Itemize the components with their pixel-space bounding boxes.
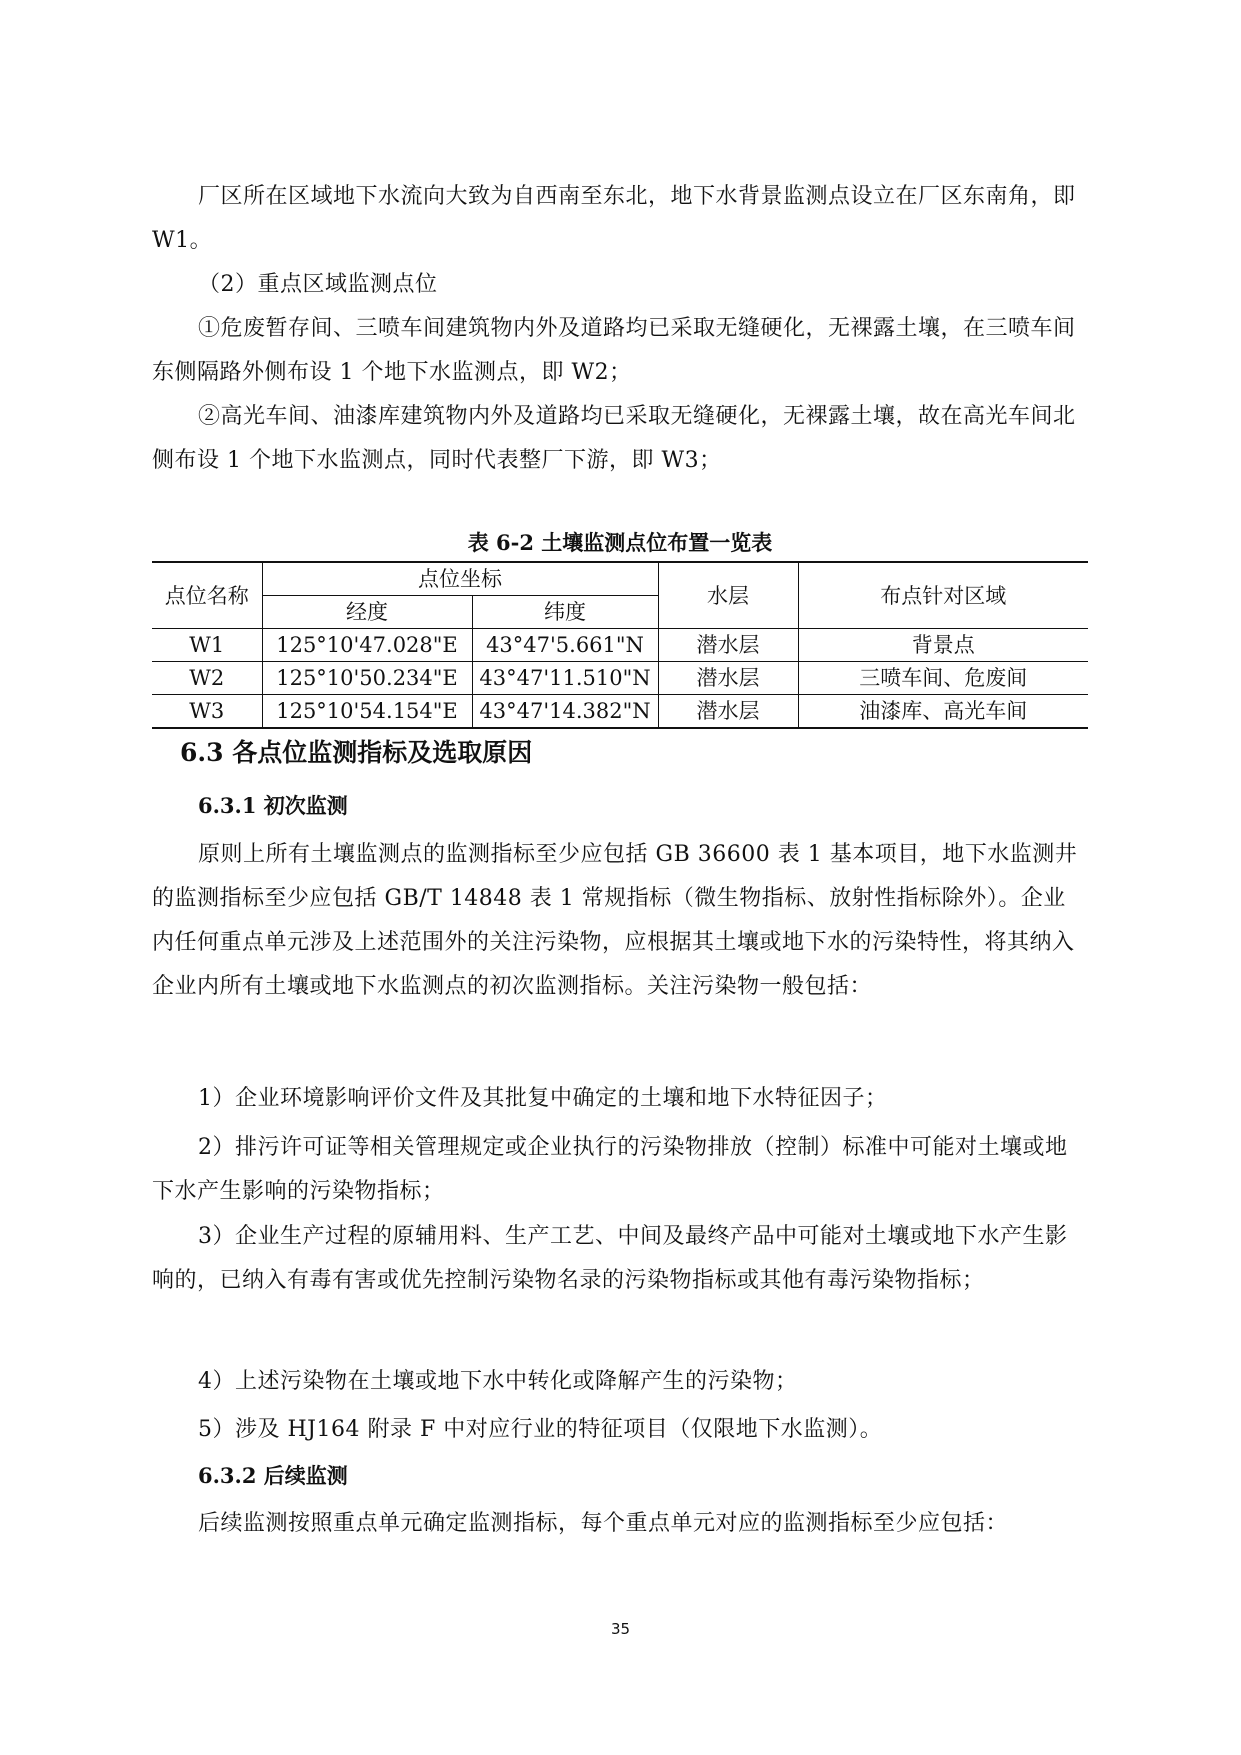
header-water-layer: 水层: [658, 562, 798, 629]
header-target-area: 布点针对区域: [798, 562, 1088, 629]
page-number: 35: [610, 1620, 631, 1638]
cell-latitude: 43°47'11.510"N: [472, 662, 658, 695]
cell-longitude: 125°10'50.234"E: [262, 662, 472, 695]
table-row: [152, 629, 1088, 662]
cell-point-name: W2: [152, 662, 262, 695]
subsection-heading-6-3-1: 6.3.1 初次监测: [198, 793, 348, 818]
header-point-name: 点位名称: [152, 562, 262, 629]
list-item: 1）企业环境影响评价文件及其批复中确定的土壤和地下水特征因子；: [198, 1086, 888, 1111]
list-item: 5）涉及 HJ164 附录 F 中对应行业的特征项目（仅限地下水监测）。: [198, 1417, 883, 1442]
list-item: 2）排污许可证等相关管理规定或企业执行的污染物排放（控制）标准中可能对土壤或地下水产生影响的污染物指标；: [152, 1135, 1068, 1204]
cell-target-area: 背景点: [798, 629, 1088, 662]
list-item: 3）企业生产过程的原辅用料、生产工艺、中间及最终产品中可能对土壤或地下水产生影响的，已纳入有毒有害或优先控制污染物名录的污染物指标或其他有毒污染物指标；: [152, 1224, 1068, 1293]
cell-point-name: W1: [152, 629, 262, 662]
cell-point-name: W3: [152, 695, 262, 729]
paragraph-initial-monitoring: 原则上所有土壤监测点的监测指标至少应包括 GB 36600 表 1 基本项目，地下水监测井的监测指标至少应包括 GB/T 14848 表 1 常规指标（微生物指标、放射性指标除外）。企业内任何重点单元涉及上述范围外的关注污染物，应根据其土壤或地下水的污染特性，将其纳入企业内所有土壤或地下水监测点的初次监测指标。关注污染物一般包括：: [152, 842, 1078, 999]
header-coordinates: 点位坐标: [262, 562, 658, 596]
paragraph-follow-up-monitoring: 后续监测按照重点单元确定监测指标，每个重点单元对应的监测指标至少应包括：: [198, 1511, 1009, 1536]
cell-latitude: 43°47'14.382"N: [472, 695, 658, 729]
header-longitude: 经度: [262, 596, 472, 629]
header-latitude: 纬度: [472, 596, 658, 629]
list-item: 4）上述污染物在土壤或地下水中转化或降解产生的污染物；: [198, 1369, 798, 1394]
paragraph-key-area-heading: （2）重点区域监测点位: [198, 272, 438, 297]
cell-water-layer: 潜水层: [658, 662, 798, 695]
table-header-row: [152, 562, 1088, 596]
cell-water-layer: 潜水层: [658, 695, 798, 729]
monitoring-points-table: [152, 561, 1088, 729]
paragraph-w3-location: ②高光车间、油漆库建筑物内外及道路均已采取无缝硬化，无裸露土壤，故在高光车间北侧布设 1 个地下水监测点，同时代表整厂下游，即 W3；: [152, 404, 1076, 473]
paragraph-w2-location: ①危废暂存间、三喷车间建筑物内外及道路均已采取无缝硬化，无裸露土壤，在三喷车间东侧隔路外侧布设 1 个地下水监测点，即 W2；: [152, 316, 1076, 385]
cell-longitude: 125°10'47.028"E: [262, 629, 472, 662]
subsection-heading-6-3-2: 6.3.2 后续监测: [198, 1463, 348, 1488]
cell-longitude: 125°10'54.154"E: [262, 695, 472, 729]
cell-target-area: 油漆库、高光车间: [798, 695, 1088, 729]
cell-target-area: 三喷车间、危废间: [798, 662, 1088, 695]
cell-water-layer: 潜水层: [658, 629, 798, 662]
paragraph-groundwater-flow: 厂区所在区域地下水流向大致为自西南至东北，地下水背景监测点设立在厂区东南角，即 W1。: [152, 184, 1076, 253]
table-row: [152, 662, 1088, 695]
table-row: [152, 695, 1088, 729]
table-caption: 表 6-2 土壤监测点位布置一览表: [467, 530, 773, 555]
section-heading-6-3: 6.3 各点位监测指标及选取原因: [180, 738, 533, 767]
cell-latitude: 43°47'5.661"N: [472, 629, 658, 662]
